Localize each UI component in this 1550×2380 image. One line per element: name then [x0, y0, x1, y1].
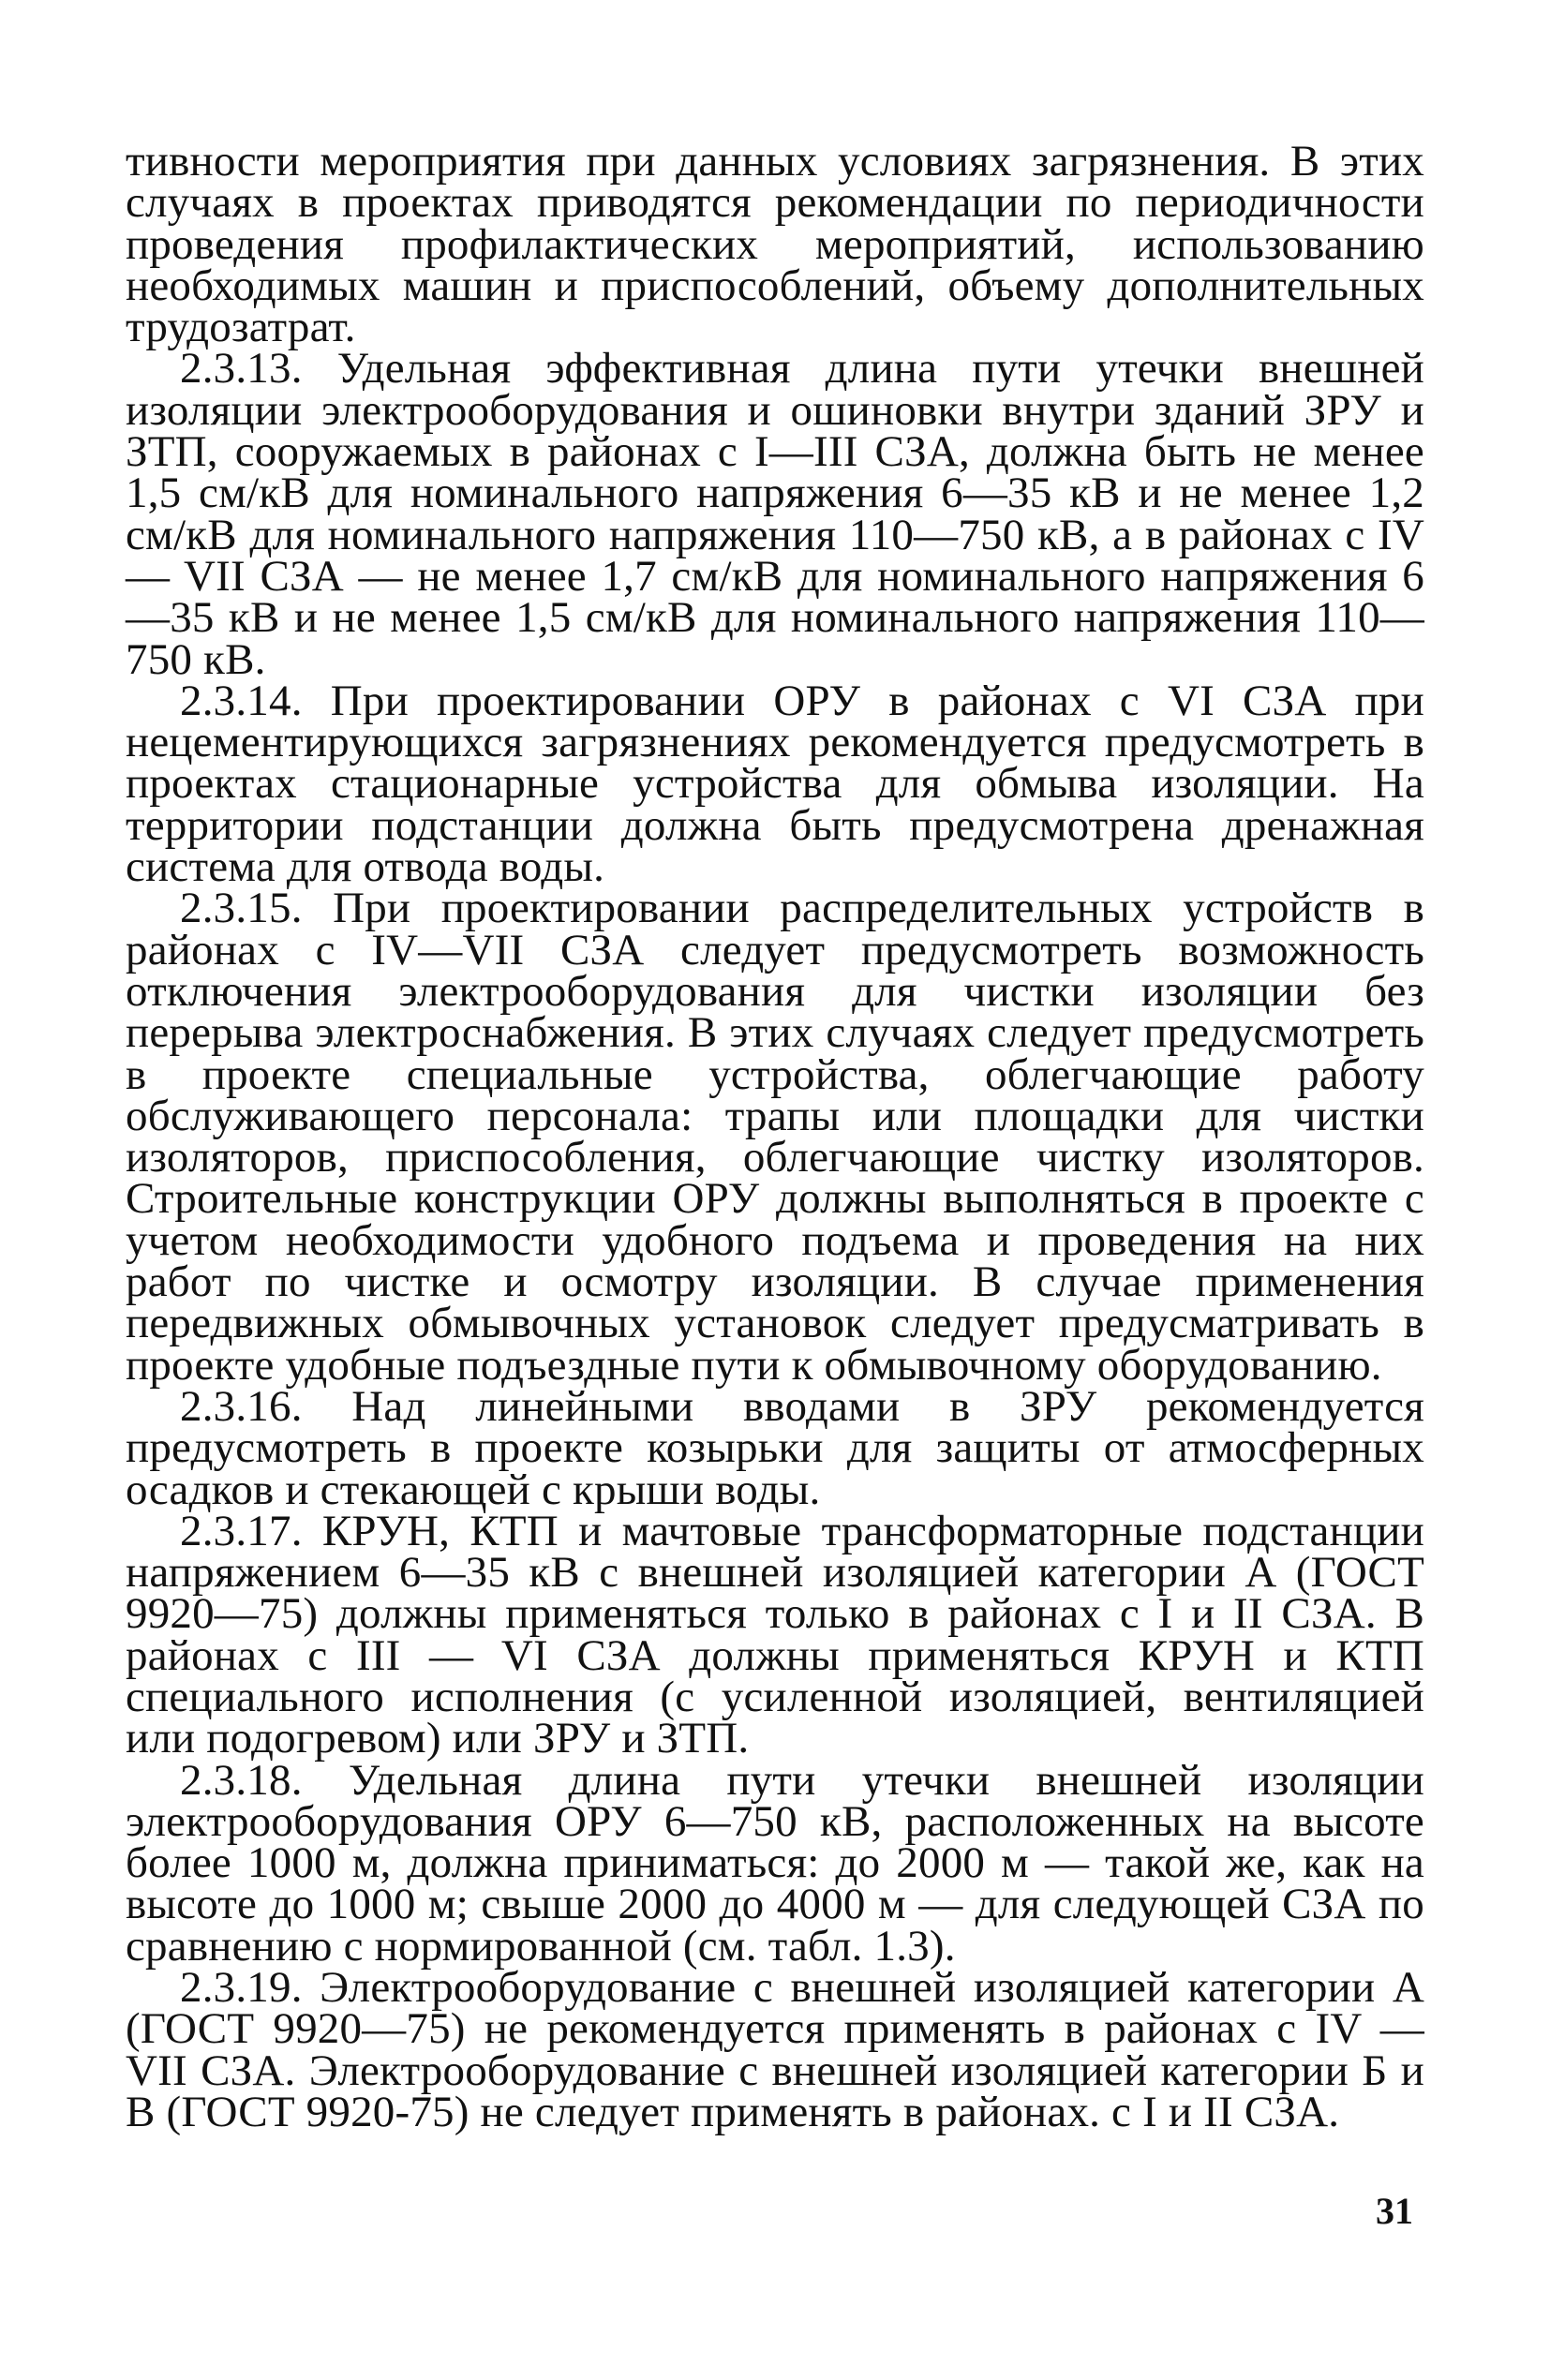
page-number: 31 [1376, 2190, 1413, 2232]
paragraph-2-3-16: 2.3.16. Над линейными вводами в ЗРУ рекомендуется предусмотреть в проекте козырьки для защиты от атмосферных осадков и стекающей с крыши воды. [126, 1381, 1424, 1514]
paragraph-2-3-14: 2.3.14. При проектировании ОРУ в районах с VI СЗА при нецементирующихся загрязнениях рекомендуется предусмотреть в проектах стационарные устройства для обмыва изоляции. На территории подстанции должна быть предусмотрена дренажная система для отвода воды. [126, 676, 1424, 892]
page-body [126, 137, 1424, 2136]
paragraph-2-3-15: 2.3.15. При проектировании распределительных устройств в районах с IV—VII СЗА следует предусмотреть возможность отключения электрооборудования для чистки изоляции без перерыва электроснабжения. В этих случаях следует предусмотреть в проекте специальные устройства, облегчающие работу обслуживающего персонала: трапы или площадки для чистки изоляторов, приспособления, облегчающие чистку изоляторов. Строительные конструкции ОРУ должны выполняться в проекте с учетом необходимости удобного подъема и проведения на них работ по чистке и осмотру изоляции. В случае применения передвижных обмывочных установок следует предусматривать в проекте удобные подъездные пути к обмывочному оборудованию. [126, 884, 1424, 1390]
paragraph-2-3-18: 2.3.18. Удельная длина пути утечки внешней изоляции электрооборудования ОРУ 6—750 кВ, расположенных на высоте более 1000 м, должна приниматься: до 2000 м — такой же, как на высоте до 1000 м; свыше 2000 до 4000 м — для следующей СЗА по сравнению с нормированной (см. табл. 1.3). [126, 1755, 1424, 1971]
paragraph-2-3-19: 2.3.19. Электрооборудование с внешней изоляцией категории А (ГОСТ 9920—75) не рекомендуется применять в районах с IV — VII СЗА. Электрооборудование с внешней изоляцией категории Б и В (ГОСТ 9920-75) не следует применять в районах. с I и II СЗА. [126, 1963, 1424, 2136]
paragraph-2-3-13: 2.3.13. Удельная эффективная длина пути утечки внешней изоляции электрооборудования и ошиновки внутри зданий ЗРУ и ЗТП, сооружаемых в районах с I—III СЗА, должна быть не менее 1,5 см/кВ для номинального напряжения 6—35 кВ и не менее 1,2 см/кВ для номинального напряжения 110—750 кВ, а в районах с IV — VII СЗА — не менее 1,7 см/кВ для номинального напряжения 6—35 кВ и не менее 1,5 см/кВ для номинального напряжения 110—750 кВ. [126, 344, 1424, 684]
paragraph-2-3-17: 2.3.17. КРУН, КТП и мачтовые трансформаторные подстанции напряжением 6—35 кВ с внешней изоляцией категории А (ГОСТ 9920—75) должны применяться только в районах с I и II СЗА. В районах с III — VI СЗА должны применяться КРУН и КТП специального исполнения (с усиленной изоляцией, вентиляцией или подогревом) или ЗРУ и ЗТП. [126, 1506, 1424, 1763]
paragraph-continuation: тивности мероприятия при данных условиях загрязнения. В этих случаях в проектах приводятся рекомендации по периодичности проведения профилактических мероприятий, использованию необходимых машин и приспособлений, объему дополнительных трудозатрат. [126, 137, 1424, 352]
